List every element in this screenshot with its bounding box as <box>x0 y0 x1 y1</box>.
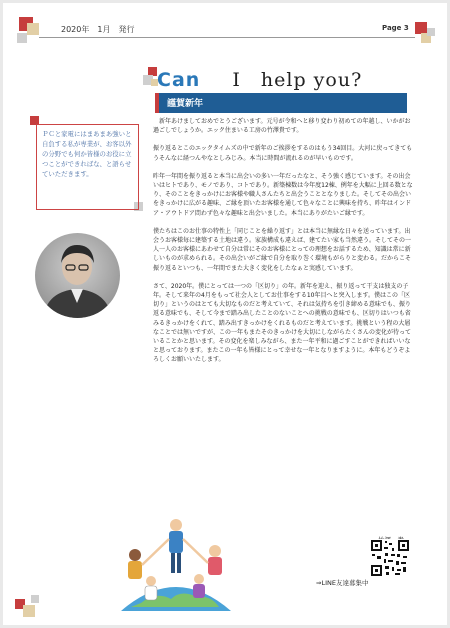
deco-square-gray <box>17 33 27 43</box>
author-photo <box>35 233 120 318</box>
page-number: Page 3 <box>382 24 409 32</box>
paragraph: 昨年一年間を振り返ると本当に出会いの多い一年だったなと、そう強く感じています。その出会いはヒトであり、モノであり、コトであり。新築棟数は今年度12棟、例年を大幅に上回る数となり、そのことをきっかけにお客様や職人さんたちと出会うこととなりました。そしてその出会いをきっかけに広がる趣味、ご縁を頂いたお客様を通して色々なことに興味を持ち、昨年はインドア・アウトドア問わず色々な趣味と出会いました。本当にありがたいご縁です。 <box>153 172 413 217</box>
banner-label: 謹賀新年 <box>167 99 204 109</box>
deco-square-beige <box>23 605 35 617</box>
deco-square-gray <box>31 595 39 603</box>
title-rest: I help you? <box>232 69 363 91</box>
article-body <box>153 117 413 374</box>
deco-square-beige <box>27 23 39 35</box>
author-portrait-icon <box>35 233 120 318</box>
newsletter-page <box>3 3 447 625</box>
title-can: Can <box>157 69 201 91</box>
issue-date: 2020年 1月 発行 <box>61 25 135 34</box>
sidebar-intro-text: ＰＣと家電にはまあまあ強いと自負する私が専業が、お客以外の分野でも何か皆様のお役に立つことができればな、と語らせていただきます。 <box>42 130 132 178</box>
paragraph: 振り返るとこのエックタイムズの中で新年のご挨拶をするのはもう34回目。大河に戻ってきてもうそんなに経つんやなとしみじみ。本当に時間が流れるのが早いものです。 <box>153 145 413 162</box>
paragraph: さて、2020年。僕にとっては一つの「区切り」の年。新年を迎え、振り返って干支は独支の子年。そして来年の4月をもって社会人としてお仕事をする10年目へと突入します。僕はこの「区切り」というのはとても大切なものだと考えていて、それは気持ちを引き締める意味でも、振り返る意味でも、そして今まで踏み出したことのないことへの挑戦の意味でも、区切りはいつも省みるきっかけをくれて、踏み出すきっかけをくれるものだと考えています。挑戦という程の大層なことでは無いですが、この一年もまたそのきっかけを大切にしながらたくさんの変化が待っていることかと思います。その変化を楽しみながら、また一年平和に過ごすことができればいいなと思っております。またこの一年も皆様にとって幸せな一年となりますように。本年もどうぞよろしくお願いいたします。 <box>153 282 412 364</box>
page-title <box>157 65 362 92</box>
header-rule <box>39 37 415 38</box>
section-banner <box>155 93 407 113</box>
line-qr-code[interactable] <box>370 539 410 577</box>
deco-square-gray <box>427 28 435 36</box>
paragraph: 僕たちはこのお仕事の特性上「同じことを繰り返す」とは本当に無縁な日々を送っています。出会うお客様毎に建築する土地は違う。家族構成も違えば、建てたい家も当然違う。そしてその一人一人のお客様にあわせて自分は常にそのお客様にとっての理想をお話するため、知識は常に新しいものが求められる。その出会いがご縁で自分を取り巻く環境もがらりと変わる。だからこそ振り返るといつも、一年間でまた大きく変化をしたなぁと実感しています。 <box>153 227 412 272</box>
line-friend-cta[interactable]: ⇒LINE友達募集中 <box>316 579 369 587</box>
paragraph: 新年あけましておめでとうございます。元号が令和へと移り変わり初めての年越し、いかがお過ごしでしょうか。エック住まいる工房の竹澤貴です。 <box>153 118 411 135</box>
globe-people-illustration <box>111 503 241 611</box>
